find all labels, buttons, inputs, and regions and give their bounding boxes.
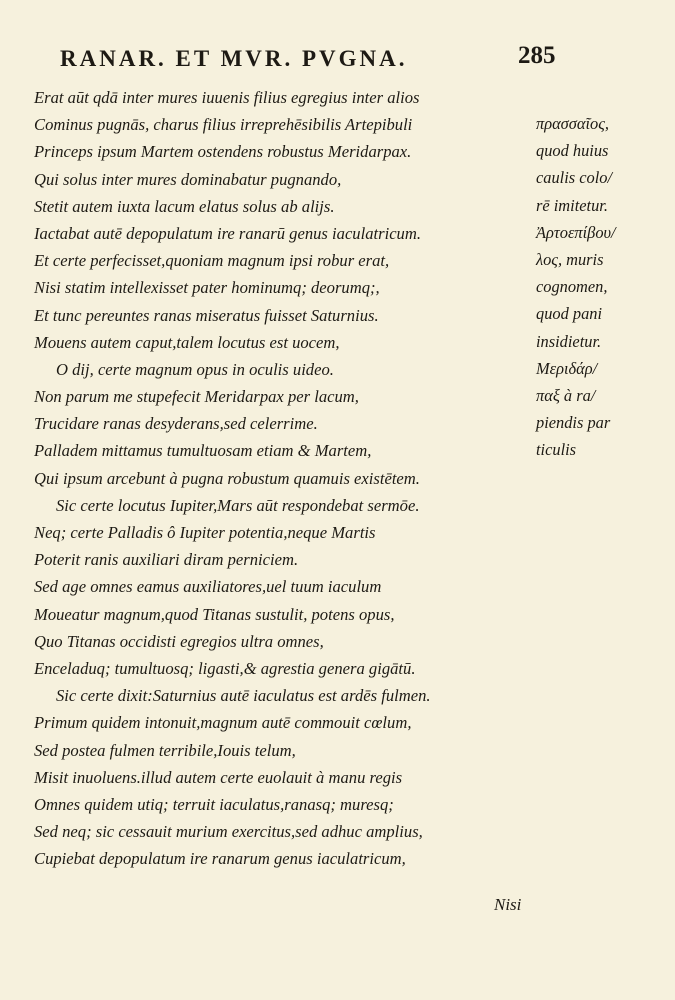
verse-line: Princeps ipsum Martem ostendens robustus Meridarpax. — [34, 142, 412, 162]
margin-note-line: insidietur. — [536, 331, 602, 351]
verse-line: Et certe perfecisset,quoniam magnum ipsi robur erat, — [34, 251, 390, 271]
verse-line: Sic certe locutus Iupiter,Mars aūt respondebat sermōe. — [56, 495, 420, 515]
verse-line: Nisi statim intellexisset pater hominumq; deorumq;, — [34, 278, 380, 298]
verse-line: Qui ipsum arcebunt à pugna robustum quamuis existētem. — [34, 468, 420, 488]
margin-note-line: caulis colo/ — [536, 168, 613, 188]
verse-line: Et tunc pereuntes ranas miseratus fuisset Saturnius. — [34, 305, 379, 325]
verse-line: Enceladuq; tumultuosq; ligasti,& agrestia genera gigātū. — [34, 658, 416, 678]
verse-line: Misit inuoluens.illud autem certe euolauit à manu regis — [34, 767, 403, 787]
verse-line: Quo Titanas occidisti egregios ultra omnes, — [34, 631, 324, 651]
margin-note-line: ticulis — [536, 440, 577, 460]
page-number: 285 — [518, 42, 556, 69]
verse-line: Cupiebat depopulatum ire ranarum genus iaculatricum, — [34, 849, 406, 869]
running-header — [60, 42, 580, 76]
verse-line: Sic certe dixit:Saturnius autē iaculatus est ardēs fulmen. — [56, 686, 431, 706]
verse-line: Mouens autem caput,talem locutus est uocem, — [34, 332, 340, 352]
verse-line: Palladem mittamus tumultuosam etiam & Martem, — [34, 441, 372, 461]
running-title: RANAR. ET MVR. PVGNA. — [60, 46, 408, 71]
verse-line: Stetit autem iuxta lacum elatus solus ab alijs. — [34, 196, 335, 216]
verse-line: Iactabat autē depopulatum ire ranarū genus iaculatricum. — [34, 223, 421, 243]
verse-line: Primum quidem intonuit,magnum autē commouit cœlum, — [34, 713, 412, 733]
margin-note-line: piendis par — [536, 413, 611, 433]
verse-line: Neq; certe Palladis ô Iupiter potentia,neque Martis — [34, 523, 376, 542]
margin-note-line: rē imitetur. — [536, 195, 608, 215]
margin-note-line: Μεριδάρ/ — [536, 358, 598, 378]
margin-note-line: quod huius — [536, 141, 609, 161]
verse-line: Sed age omnes eamus auxiliatores,uel tuum iaculum — [34, 577, 382, 597]
margin-note-line: cognomen, — [536, 277, 608, 297]
verse-line: Erat aūt qdā inter mures iuuenis filius egregius inter alios — [34, 88, 420, 107]
verse-text — [34, 84, 534, 872]
margin-note-line: Ἀρτοεπίβου/ — [536, 222, 616, 242]
catchword: Nisi — [494, 895, 522, 914]
verse-line: Non parum me stupefecit Meridarpax per lacum, — [34, 387, 359, 407]
verse-line: Omnes quidem utiq; terruit iaculatus,ranasq; muresq; — [34, 794, 394, 814]
margin-note-line: παξ à ra/ — [536, 385, 596, 405]
verse-line: O dij, certe magnum opus in oculis uideo. — [56, 359, 334, 379]
verse-line: Cominus pugnās, charus filius irreprehēsibilis Artepibuli — [34, 115, 413, 135]
verse-line: Moueatur magnum,quod Titanas sustulit, potens opus, — [34, 604, 395, 624]
verse-line: Sed neq; sic cessauit murium exercitus,sed adhuc amplius, — [34, 822, 423, 842]
margin-note-line: λος, muris — [536, 249, 604, 269]
verse-line: Poterit ranis auxiliari diram perniciem. — [34, 550, 299, 570]
margin-note-line: πρασσαῖος, — [536, 114, 609, 133]
margin-notes — [536, 110, 656, 463]
margin-note-line: quod pani — [536, 304, 603, 324]
verse-line: Sed postea fulmen terribile,Iouis telum, — [34, 740, 296, 760]
verse-line: Qui solus inter mures dominabatur pugnando, — [34, 169, 342, 189]
verse-line: Trucidare ranas desyderans,sed celerrime. — [34, 414, 318, 434]
